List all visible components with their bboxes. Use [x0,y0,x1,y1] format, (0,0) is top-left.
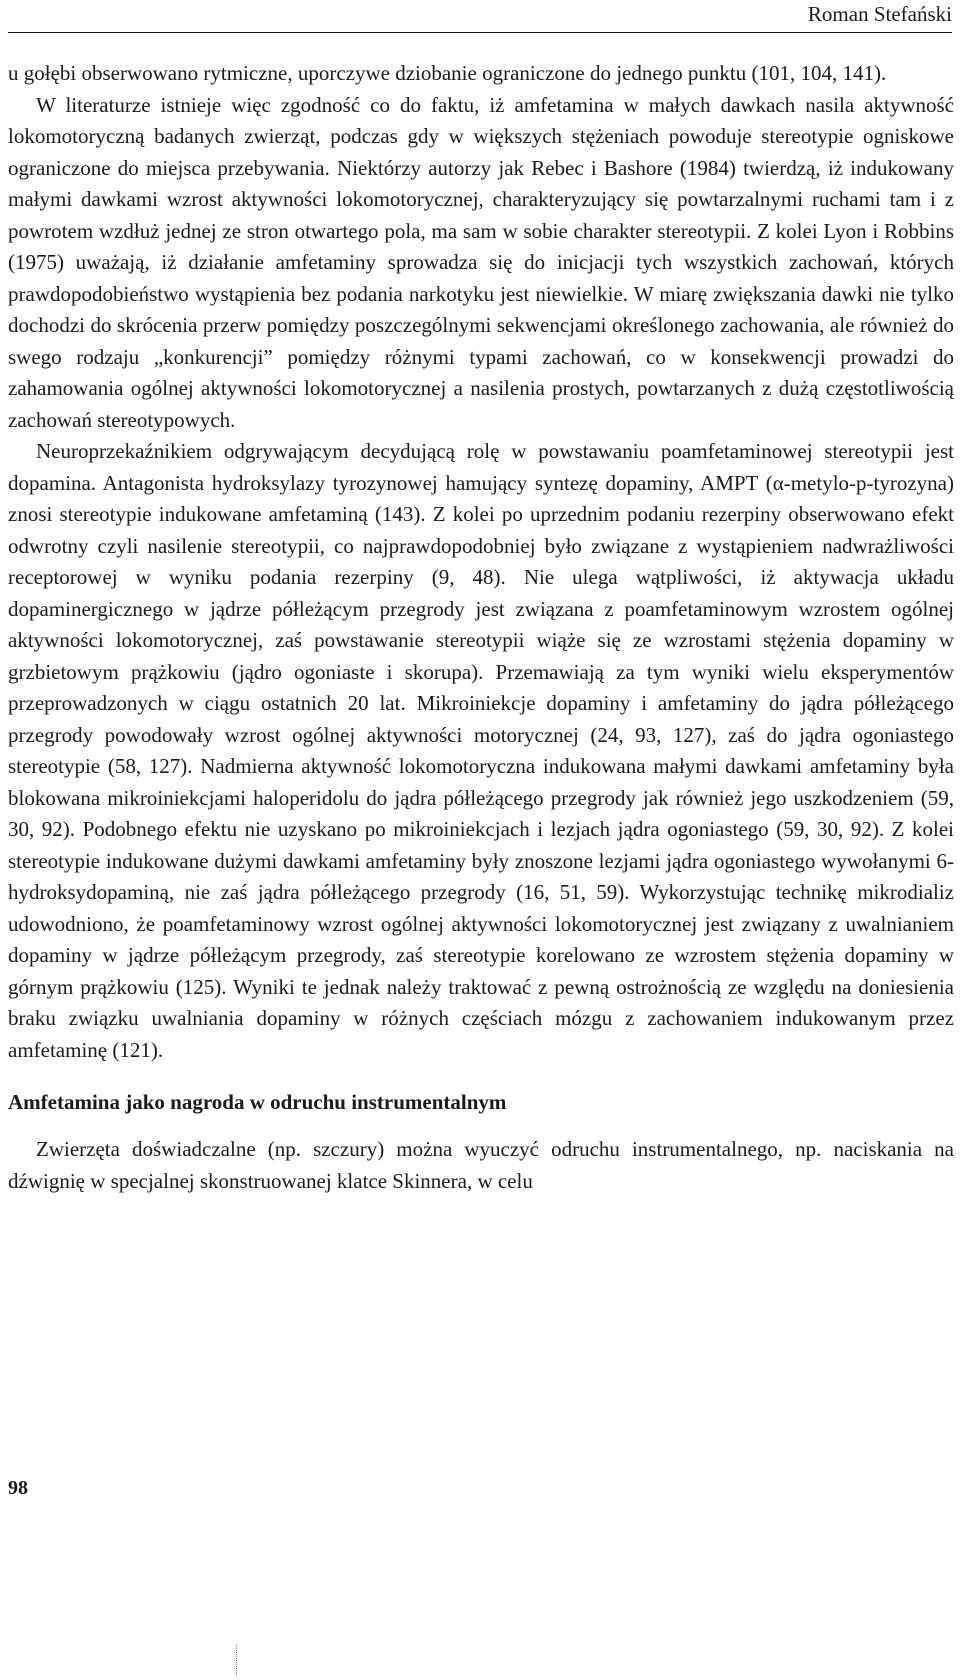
running-header: Roman Stefański [807,2,952,26]
body-text [8,58,954,1197]
header-rule [8,32,952,33]
paragraph-instrumental-reflex: Zwierzęta doświadczalne (np. szczury) można wyuczyć odruchu instrumentalnego, np. naciskania na dźwignię w specjalnej skonstruowanej klatce Skinnera, w celu [8,1137,954,1193]
paragraph-amphetamine-locomotor: W literaturze istnieje więc zgodność co do faktu, iż amfetamina w małych dawkach nasila aktywność lokomotoryczną badanych zwierząt, podczas gdy w większych stężeniach powoduje stereotypie ogniskowe ograniczone do miejsca przebywania. Niektórzy autorzy jak Rebec i Bashore (1984) twierdzą, iż indukowany małymi dawkami wzrost aktywności lokomotorycznej, charakteryzujący się powtarzalnymi ruchami tam i z powrotem wzdłuż jednej ze stron otwartego pola, ma sam w sobie charakter stereotypii. Z kolei Lyon i Robbins (1975) uważają, iż działanie amfetaminy sprowadza się do inicjacji tych wszystkich zachowań, których prawdopodobieństwo wystąpienia bez podania narkotyku jest niewielkie. W miarę zwiększania dawki nie tylko dochodzi do skrócenia przerw pomiędzy poszczególnymi sekwencjami określonego zachowania, ale również do swego rodzaju „konkurencji” pomiędzy różnymi typami zachowań, co w konsekwencji prowadzi do zahamowania ogólnej aktywności lokomotorycznej a nasilenia prostych, powtarzanych z dużą częstotliwością zachowań stereotypowych. [8,92,954,432]
scan-fold-mark [236,1645,237,1675]
section-heading: Amfetamina jako nagroda w odruchu instrumentalnym [8,1090,507,1114]
page-number: 98 [8,1477,28,1499]
paragraph-continuation: u gołębi obserwowano rytmiczne, uporczywe dziobanie ograniczone do jednego punktu (101, 104, 141). [8,61,887,85]
paragraph-dopamine-stereotypy: Neuroprzekaźnikiem odgrywającym decydującą rolę w powstawaniu poamfetaminowej stereotypii jest dopamina. Antagonista hydroksylazy tyrozynowej hamujący syntezę dopaminy, AMPT (α-metylo-p-tyrozyna) znosi stereotypie indukowane amfetaminą (143). Z kolei po uprzednim podaniu rezerpiny obserwowano efekt odwrotny czyli nasilenie stereotypii, co najprawdopodobniej było związane z wystąpieniem nadwrażliwości receptorowej w wyniku podania rezerpiny (9, 48). Nie ulega wątpliwości, iż aktywacja układu dopaminergicznego w jądrze półleżącym przegrody jest związana z poamfetaminowym wzrostem ogólnej aktywności lokomotorycznej, zaś powstawanie stereotypii wiąże się ze wzrostami stężenia dopaminy w grzbietowym prążkowiu (jądro ogoniaste i skorupa). Przemawiają za tym wyniki wielu eksperymentów przeprowadzonych w ciągu ostatnich 20 lat. Mikroiniekcje dopaminy i amfetaminy do jądra półleżącego przegrody powodowały wzrost ogólnej aktywności motorycznej (24, 93, 127), zaś do jądra ogoniastego stereotypie (58, 127). Nadmierna aktywność lokomotoryczna indukowana małymi dawkami amfetaminy była blokowana mikroiniekcjami haloperidolu do jądra półleżącego przegrody jak również jego uszkodzeniem (59, 30, 92). Podobnego efektu nie uzyskano po mikroiniekcjach i lezjach jądra ogoniastego (59, 30, 92). Z kolei stereotypie indukowane dużymi dawkami amfetaminy były znoszone lezjami jądra ogoniastego wywołanymi 6-hydroksydopaminą, nie zaś jądra półleżącego przegrody (16, 51, 59). Wykorzystując technikę mikrodializ udowodniono, że poamfetaminowy wzrost ogólnej aktywności lokomotorycznej jest związany z uwalnianiem dopaminy w jądrze półleżącym przegrody, zaś stereotypie korelowano ze wzrostem stężenia dopaminy w górnym prążkowiu (125). Wyniki te jednak należy traktować z pewną ostrożnością ze względu na doniesienia braku związku uwalniania dopaminy w różnych częściach mózgu z zachowaniem indukowanym przez amfetaminę (121). [8,439,954,1062]
